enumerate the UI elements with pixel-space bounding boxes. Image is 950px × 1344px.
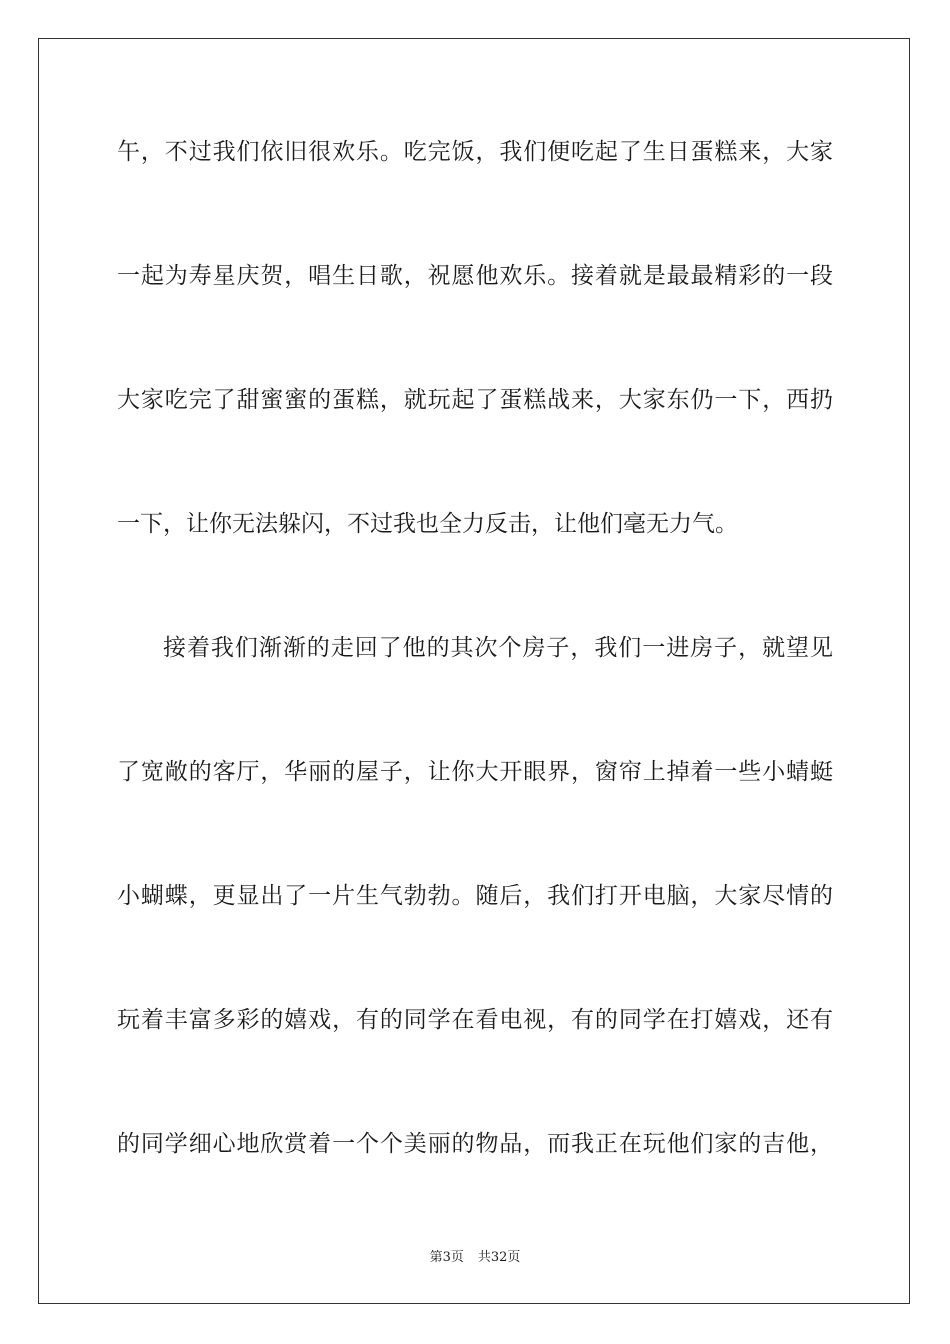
text-line: 了宽敞的客厅，华丽的屋子，让你大开眼界，窗帘上掉着一些小蜻蜓	[117, 759, 833, 785]
text-line: 午，不过我们依旧很欢乐。吃完饭，我们便吃起了生日蛋糕来，大家	[117, 139, 833, 165]
text-line: 一下，让你无法躲闪，不过我也全力反击，让他们毫无力气。	[117, 511, 738, 537]
page-total: 共32页	[477, 1250, 521, 1265]
document-body	[117, 120, 833, 1236]
page-number: 第3页	[429, 1250, 464, 1265]
text-line: 接着我们渐渐的走回了他的其次个房子，我们一进房子，就望见	[163, 635, 833, 661]
text-line: 的同学细心地欣赏着一个个美丽的物品，而我正在玩他们家的吉他，	[117, 1131, 833, 1157]
text-line: 小蝴蝶，更显出了一片生气勃勃。随后，我们打开电脑，大家尽情的	[117, 883, 833, 909]
text-line: 一起为寿星庆贺，唱生日歌，祝愿他欢乐。接着就是最最精彩的一段	[117, 263, 833, 289]
page-footer	[0, 1246, 950, 1265]
text-line: 大家吃完了甜蜜蜜的蛋糕，就玩起了蛋糕战来，大家东仍一下，西扔	[117, 387, 833, 413]
text-line: 玩着丰富多彩的嬉戏，有的同学在看电视，有的同学在打嬉戏，还有	[117, 1007, 833, 1033]
